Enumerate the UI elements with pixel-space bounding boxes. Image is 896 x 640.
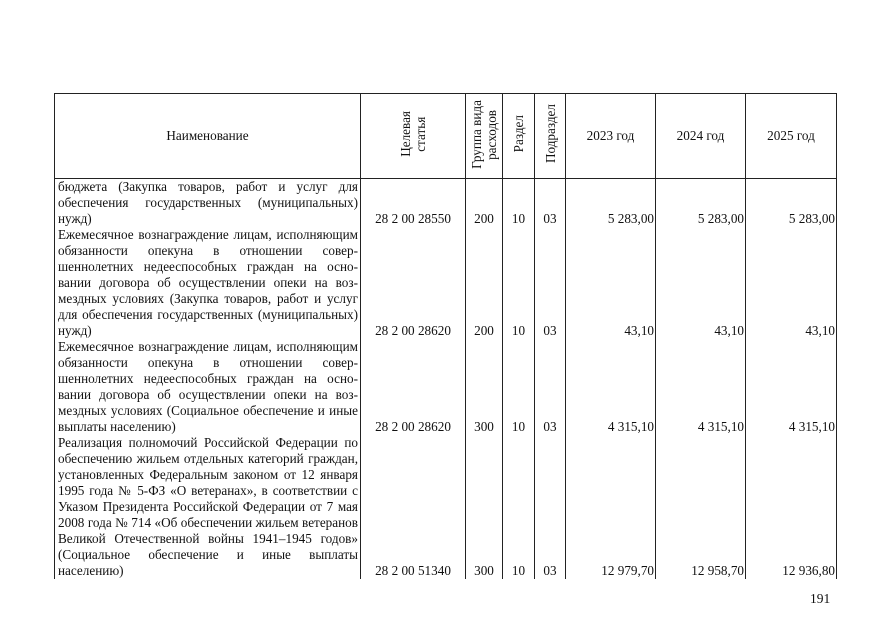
row-name: Ежемесячное вознаграждение лицам, исполняющим обязанности опекуна в отношении совершеннолетних недееспособных граждан на основании договора об осуществлении опеки на возмездных условиях (Социальное обеспечение и иные выплаты населению) <box>55 339 361 435</box>
row-section: 10 <box>503 435 535 579</box>
row-value-2023: 5 283,00 <box>566 179 656 228</box>
row-value-2024: 4 315,10 <box>656 339 746 435</box>
row-section: 10 <box>503 227 535 339</box>
header-row <box>55 94 837 179</box>
row-target-article: 28 2 00 51340 <box>361 435 466 579</box>
row-expense-group: 200 <box>466 179 503 228</box>
row-target-article: 28 2 00 28620 <box>361 227 466 339</box>
header-year-2025: 2025 год <box>746 94 837 179</box>
row-value-2025: 4 315,10 <box>746 339 837 435</box>
header-year-2024: 2024 год <box>656 94 746 179</box>
header-subsection: Подраздел <box>535 94 566 179</box>
row-target-article: 28 2 00 28620 <box>361 339 466 435</box>
row-expense-group: 200 <box>466 227 503 339</box>
table-row <box>55 227 837 339</box>
row-value-2023: 12 979,70 <box>566 435 656 579</box>
row-expense-group: 300 <box>466 339 503 435</box>
row-value-2024: 5 283,00 <box>656 179 746 228</box>
table-row <box>55 339 837 435</box>
row-section: 10 <box>503 339 535 435</box>
row-subsection: 03 <box>535 339 566 435</box>
budget-table <box>54 93 837 579</box>
row-subsection: 03 <box>535 435 566 579</box>
row-name: Ежемесячное вознаграждение лицам, исполняющим обязанности опекуна в отношении совершеннолетних недееспособных граждан на основании договора об осуществлении опеки на возмездных условиях (Закупка товаров, работ и услуг для обеспечения государственных (муниципальных) нужд) <box>55 227 361 339</box>
header-target-article: Целевая статья <box>361 94 466 179</box>
row-value-2023: 43,10 <box>566 227 656 339</box>
row-subsection: 03 <box>535 227 566 339</box>
header-section: Раздел <box>503 94 535 179</box>
row-target-article: 28 2 00 28550 <box>361 179 466 228</box>
row-value-2025: 5 283,00 <box>746 179 837 228</box>
row-value-2024: 12 958,70 <box>656 435 746 579</box>
row-value-2025: 12 936,80 <box>746 435 837 579</box>
header-name: Наименование <box>55 94 361 179</box>
row-section: 10 <box>503 179 535 228</box>
header-expense-group: Группа вида расходов <box>466 94 503 179</box>
page-number: 191 <box>810 591 831 606</box>
row-name: бюджета (Закупка товаров, работ и услуг для обеспечения государственных (муниципальных) нужд) <box>55 179 361 228</box>
header-year-2023: 2023 год <box>566 94 656 179</box>
row-value-2025: 43,10 <box>746 227 837 339</box>
row-subsection: 03 <box>535 179 566 228</box>
row-expense-group: 300 <box>466 435 503 579</box>
row-name: Реализация полномочий Российской Федерации по обеспечению жильем отдельных категорий граждан, установленных Федеральным законом от 12 января 1995 года № 5-ФЗ «О ветеранах», в соответствии с Указом Президента Российской Федерации от 7 мая 2008 года № 714 «Об обеспечении жильем ветеранов Великой Отечественной войны 1941–1945 годов» (Социальное обеспечение и иные выплаты населению) <box>55 435 361 579</box>
row-value-2024: 43,10 <box>656 227 746 339</box>
table-row <box>55 179 837 228</box>
row-value-2023: 4 315,10 <box>566 339 656 435</box>
table-row <box>55 435 837 579</box>
